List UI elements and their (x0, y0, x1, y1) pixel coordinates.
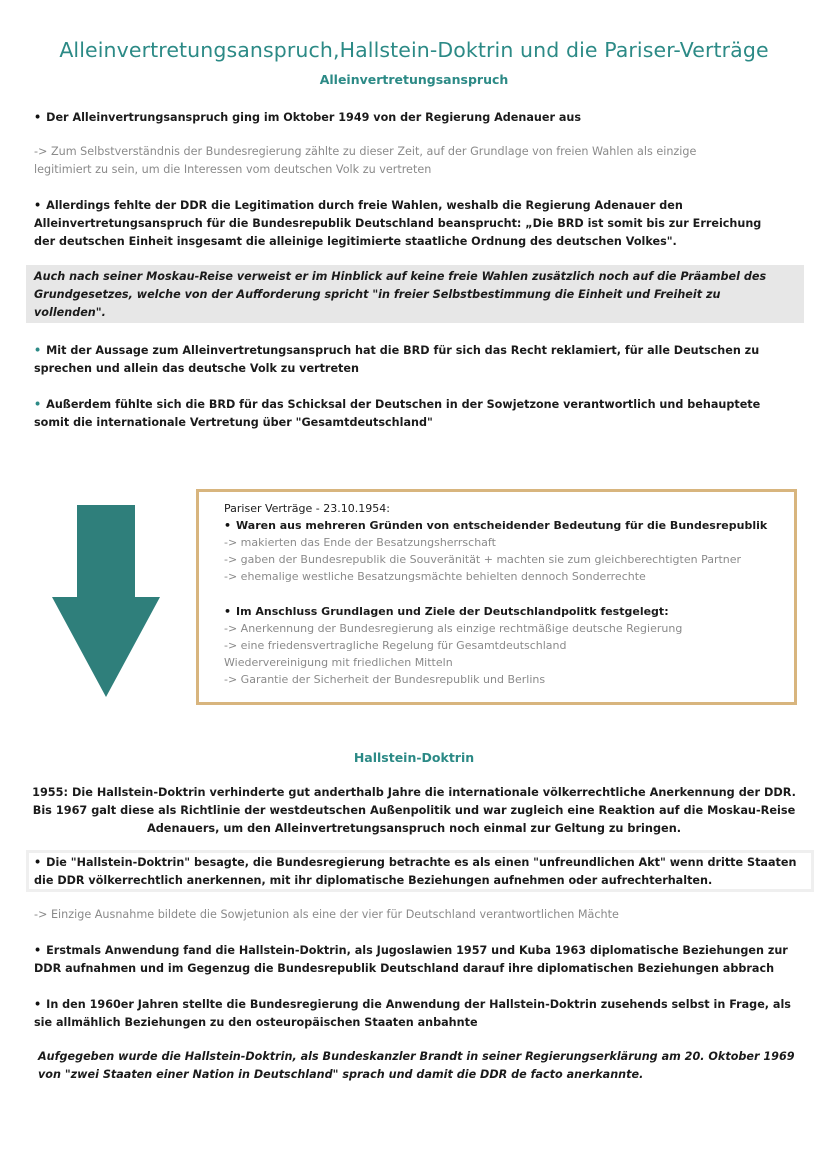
pariser-heading: Pariser Verträge - 23.10.1954: (224, 502, 390, 515)
page-title: Alleinvertretungsanspruch,Hallstein-Doktrin und die Pariser-Verträge (59, 38, 769, 62)
bullet-dot: • (34, 344, 42, 357)
bullet-dot: • (224, 519, 232, 532)
bullet-dot: • (224, 605, 232, 618)
hallstein-paragraph-1: • Erstmals Anwendung fand die Hallstein-Doktrin, als Jugoslawien 1957 und Kuba 1963 diplomatische Beziehungen zur DDR aufnahmen und im Gegenzug die Bundesrepublik Deutschland darauf ihre diplomatischen Beziehungen abbrach (34, 944, 788, 975)
pariser-sub-6: Wiedervereinigung mit friedlichen Mitteln (224, 656, 453, 669)
pariser-sub-7: -> Garantie der Sicherheit der Bundesrepublik und Berlins (224, 673, 546, 686)
hallstein-definition: • Die "Hallstein-Doktrin" besagte, die Bundesregierung betrachte es als einen "unfreundlichen Akt" wenn dritte Staaten die DDR völkerrechtlich anerkennen, mit ihr diplomatische Beziehungen aufnehmen oder aufrechterhalten. (34, 856, 797, 887)
hallstein-paragraph-2: • In den 1960er Jahren stellte die Bundesregierung die Anwendung der Hallstein-Doktrin zusehends selbst in Frage, als sie allmählich Beziehungen zu den osteuropäischen Staaten anbahnte (34, 998, 791, 1029)
pariser-vertraege-box (196, 489, 797, 705)
highlight-text: Auch nach seiner Moskau-Reise verweist er im Hinblick auf keine freie Wahlen zusätzlich noch auf die Präambel des Grundgesetzes, welche von der Aufforderung spricht "in freier Selbstbestimmung die Einheit und Freiheit zu vollenden". (34, 270, 767, 319)
bullet-dot: • (34, 398, 42, 411)
paragraph-4: • Mit der Aussage zum Alleinvertretungsanspruch hat die BRD für sich das Recht reklamiert, für alle Deutschen zu sprechen und allein das deutsche Volk zu vertreten (34, 344, 760, 375)
pariser-sub-3: -> ehemalige westliche Besatzungsmächte behielten dennoch Sonderrechte (224, 570, 646, 583)
down-arrow-shape (52, 505, 160, 697)
section-heading-alleinvertretung: Alleinvertretungsanspruch (319, 72, 509, 87)
section-heading-hallstein: Hallstein-Doktrin (353, 750, 475, 765)
pariser-bullet-2: Im Anschluss Grundlagen und Ziele der Deutschlandpolitk festgelegt: (236, 605, 669, 618)
hallstein-note: -> Einzige Ausnahme bildete die Sowjetunion als eine der vier für Deutschland verantwortlichen Mächte (34, 908, 619, 921)
down-arrow-icon (52, 505, 162, 700)
pariser-bullet-1: Waren aus mehreren Gründen von entscheidender Bedeutung für die Bundesrepublik (236, 519, 768, 532)
paragraph-3: • Allerdings fehlte der DDR die Legitimation durch freie Wahlen, weshalb die Regierung Adenauer den Alleinvertretungsanspruch für die Bundesrepublik Deutschland beansprucht: „Die BRD ist somit bis zur Erreichung der deutschen Einheit insgesamt die alleinige legitimierte staatliche Ordnung des deutschen Volkes". (34, 199, 762, 248)
bullet-dot: • (34, 944, 42, 957)
paragraph-5: • Außerdem fühlte sich die BRD für das Schicksal der Deutschen in der Sowjetzone verantwortlich und behauptete somit die internationale Vertretung über "Gesamtdeutschland" (34, 398, 761, 429)
paragraph-2: -> Zum Selbstverständnis der Bundesregierung zählte zu dieser Zeit, auf der Grundlage von freien Wahlen als einzige legitimiert zu sein, um die Interessen vom deutschen Volk zu vertreten (34, 145, 697, 176)
pariser-sub-4: -> Anerkennung der Bundesregierung als einzige rechtmäßige deutsche Regierung (224, 622, 683, 635)
bullet-dot: • (34, 111, 42, 124)
pariser-sub-5: -> eine friedensvertragliche Regelung für Gesamtdeutschland (224, 639, 567, 652)
pariser-sub-2: -> gaben der Bundesrepublik die Souveränität + machten sie zum gleichberechtigten Partner (224, 553, 742, 566)
hallstein-conclusion: Aufgegeben wurde die Hallstein-Doktrin, als Bundeskanzler Brandt in seiner Regierungserklärung am 20. Oktober 1969 von "zwei Staaten einer Nation in Deutschland" sprach und damit die DDR de facto anerkannte. (38, 1050, 795, 1081)
hallstein-intro: 1955: Die Hallstein-Doktrin verhinderte gut anderthalb Jahre die internationale völkerrechtliche Anerkennung der DDR. Bis 1967 galt diese als Richtlinie der westdeutschen Außenpolitik und war zugleich eine Reaktion auf die Moskau-Reise Adenauers, um den Alleinvertretungsanspruch noch einmal zur Geltung zu bringen. (32, 786, 796, 835)
bullet-dot: • (34, 199, 42, 212)
bullet-dot: • (34, 856, 42, 869)
paragraph-1: • Der Alleinvertrungsanspruch ging im Oktober 1949 von der Regierung Adenauer aus (34, 111, 582, 124)
pariser-sub-1: -> makierten das Ende der Besatzungsherrschaft (224, 536, 496, 549)
bullet-dot: • (34, 998, 42, 1011)
